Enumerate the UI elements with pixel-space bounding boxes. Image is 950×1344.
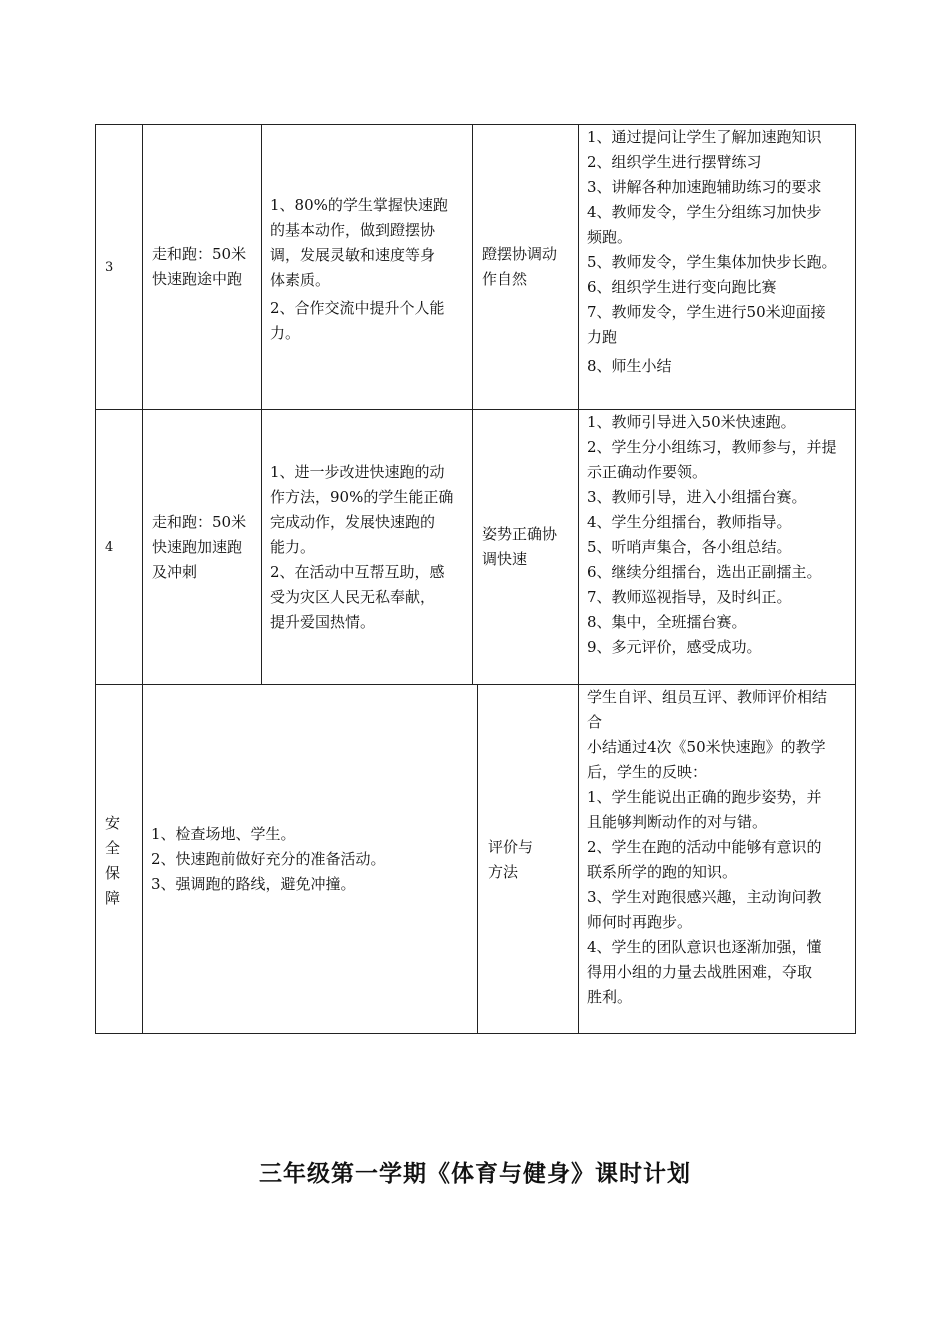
evaluation-text: 学生自评、组员互评、教师评价相结 合 小结通过4次《50米快速跑》的教学 后，学生的反映： 1、学生能说出正确的跑步姿势，并 且能够判断动作的对与错。 2、学生在跑的活动中能够有意识的 联系所学的跑的知识。 3、学生对跑很感兴趣，主动询问教 师何时再跑步。 4、学生的团队意识也逐渐加强，懂 得用小组的力量去战胜困难，夺取 胜利。 [587, 688, 828, 1006]
lesson-topic: 走和跑：50米 快速跑加速跑 及冲刺 [152, 513, 247, 581]
section-title: 三年级第一学期《体育与健身》课时计划 [259, 1161, 691, 1187]
lesson-goals: 1、进一步改进快速跑的动 作方法，90%的学生能正确 完成动作，发展快速跑的 能力。 2、在活动中互帮互助，感 受为灾区人民无私奉献， 提升爱国热情。 [270, 463, 454, 631]
row-number: 4 [105, 540, 114, 555]
column-divider [477, 684, 478, 1034]
column-divider [472, 124, 473, 684]
lesson-topic: 走和跑：50米 快速跑途中跑 [152, 245, 247, 288]
safety-items: 1、检查场地、学生。 2、快速跑前做好充分的准备活动。 3、强调跑的路线，避免冲撞。 [151, 825, 386, 893]
column-divider [578, 124, 579, 1034]
column-divider [142, 124, 143, 1034]
evaluation-label: 评价与 方法 [488, 838, 534, 881]
table-border-bottom [95, 1033, 855, 1034]
table-border-right [855, 124, 856, 1034]
row-number: 3 [105, 260, 114, 275]
safety-label: 安 全 保 障 [105, 814, 121, 907]
column-divider [261, 124, 262, 684]
lesson-goals: 1、80%的学生掌握快速跑 的基本动作，做到蹬摆协 调，发展灵敏和速度等身 体素质。 2、合作交流中提升个人能 力。 [270, 196, 448, 342]
key-point: 蹬摆协调动 作自然 [482, 245, 558, 288]
teaching-activities: 1、教师引导进入50米快速跑。 2、学生分小组练习，教师参与，并提 示正确动作要领。 3、教师引导，进入小组擂台赛。 4、学生分组擂台，教师指导。 5、听哨声集合，各小组总结。 6、继续分组擂台，选出正副擂主。 7、教师巡视指导，及时纠正。 8、集中，全班擂台赛。 9、多元评价，感受成功。 [587, 413, 837, 656]
teaching-activities: 1、通过提问让学生了解加速跑知识 2、组织学生进行摆臂练习 3、讲解各种加速跑辅助练习的要求 4、教师发令，学生分组练习加快步 频跑。 5、教师发令，学生集体加快步长跑。 6、组织学生进行变向跑比赛 7、教师发令，学生进行50米迎面接 力跑 8、师生小结 [587, 128, 837, 375]
table-border-left [95, 124, 96, 1034]
key-point: 姿势正确协 调快速 [482, 525, 558, 568]
